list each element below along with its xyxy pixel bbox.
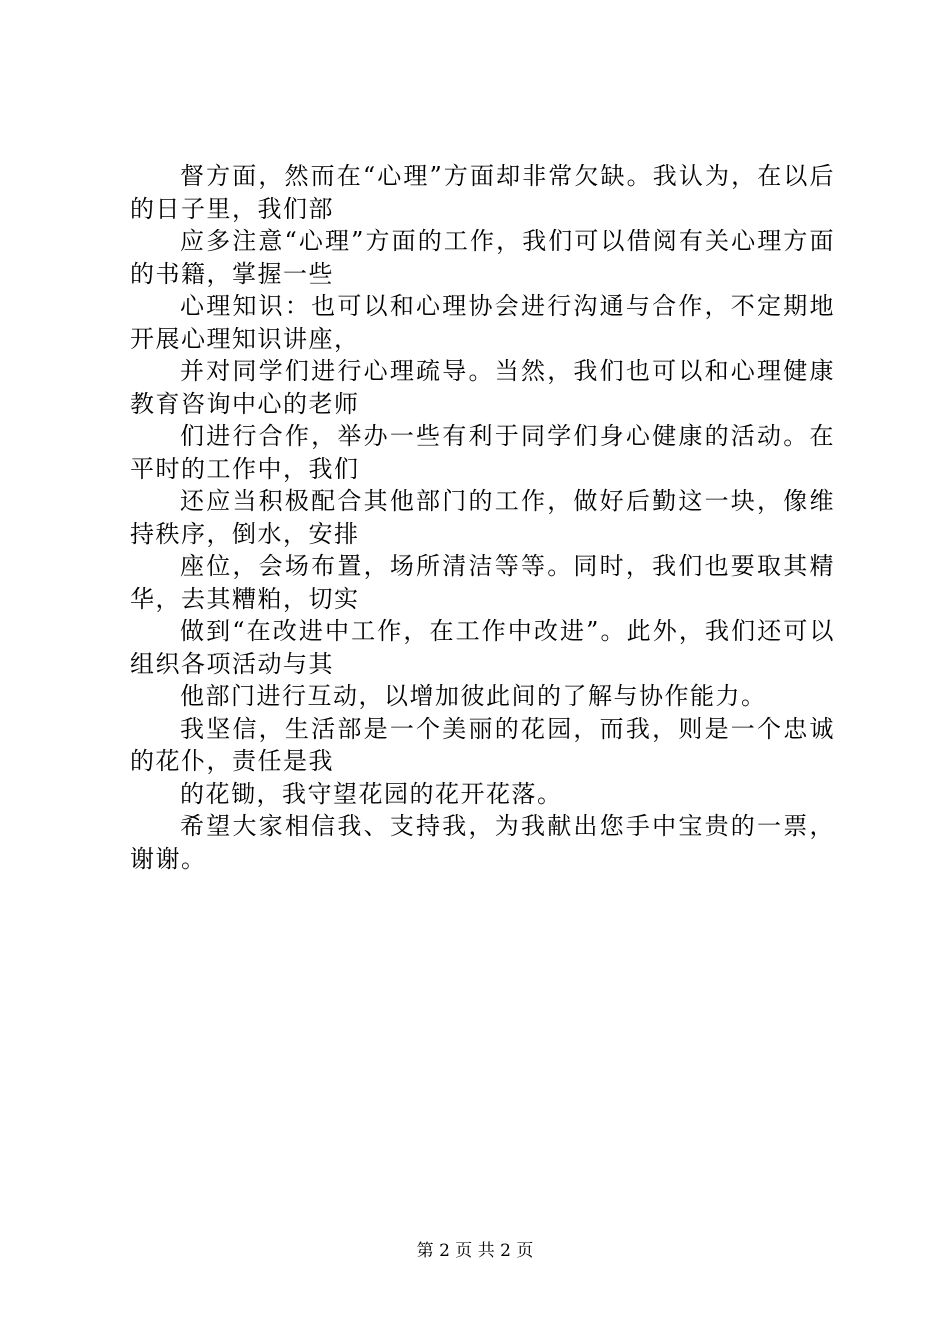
page-number-footer: 第 2 页 共 2 页 <box>416 1241 534 1261</box>
paragraph: 还应当积极配合其他部门的工作，做好后勤这一块，像维持秩序，倒水，安排 <box>130 487 835 548</box>
paragraph: 希望大家相信我、支持我，为我献出您手中宝贵的一票，谢谢。 <box>130 812 835 873</box>
paragraph: 并对同学们进行心理疏导。当然，我们也可以和心理健康教育咨询中心的老师 <box>130 357 835 418</box>
paragraph: 心理知识：也可以和心理协会进行沟通与合作，不定期地开展心理知识讲座， <box>130 292 835 353</box>
paragraph: 他部门进行互动，以增加彼此间的了解与协作能力。 <box>180 682 767 710</box>
document-body <box>130 160 835 875</box>
paragraph: 督方面，然而在“心理”方面却非常欠缺。我认为，在以后的日子里，我们部 <box>130 162 835 223</box>
paragraph: 做到“在改进中工作，在工作中改进”。此外，我们还可以组织各项活动与其 <box>130 617 835 678</box>
paragraph: 应多注意“心理”方面的工作，我们可以借阅有关心理方面的书籍，掌握一些 <box>130 227 835 288</box>
paragraph: 们进行合作，举办一些有利于同学们身心健康的活动。在平时的工作中，我们 <box>130 422 835 483</box>
paragraph: 的花锄，我守望花园的花开花落。 <box>180 779 563 808</box>
paragraph: 座位，会场布置，场所清洁等等。同时，我们也要取其精华，去其糟粕，切实 <box>130 552 835 613</box>
paragraph: 我坚信，生活部是一个美丽的花园，而我，则是一个忠诚的花仆，责任是我 <box>130 714 835 775</box>
